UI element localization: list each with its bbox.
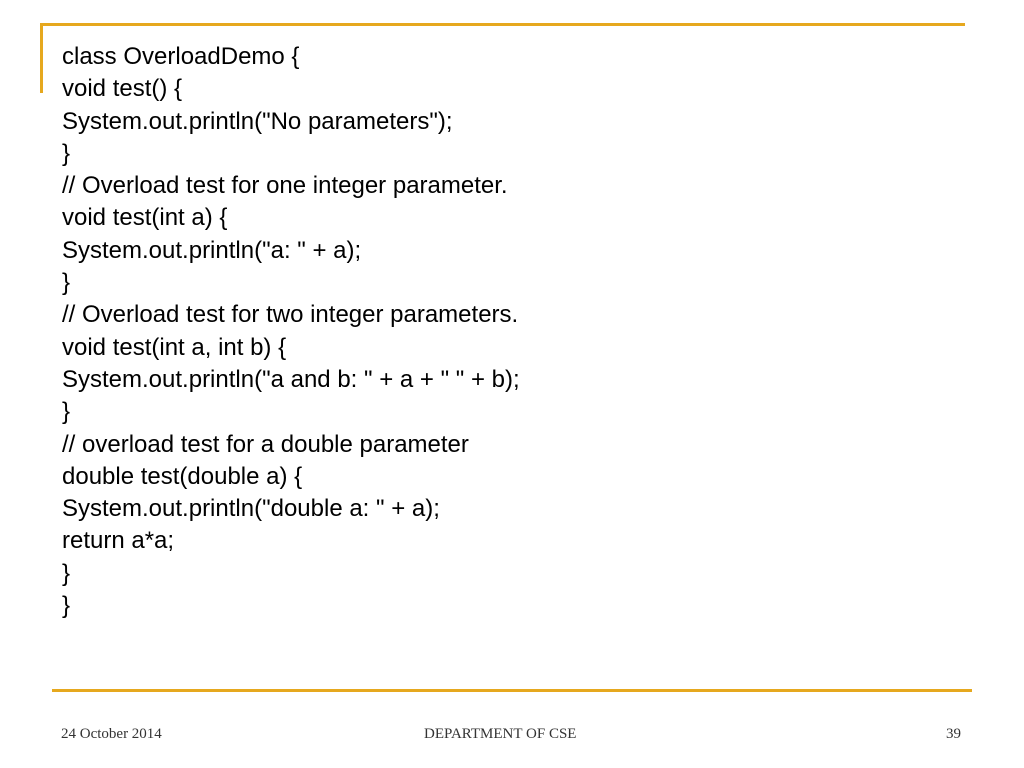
code-line: System.out.println("a: " + a); — [62, 236, 362, 264]
code-line: void test(int a, int b) { — [62, 333, 287, 361]
left-accent-line — [40, 23, 43, 93]
code-line: } — [62, 398, 71, 426]
code-line: double test(double a) { — [62, 462, 303, 490]
top-accent-line — [40, 23, 965, 26]
footer-date: 24 October 2014 — [61, 726, 162, 742]
code-line: class OverloadDemo { — [62, 43, 300, 70]
code-line: } — [62, 139, 71, 167]
page-number: 39 — [946, 726, 961, 742]
code-line: // Overload test for two integer parameters. — [62, 301, 519, 329]
footer-divider — [52, 689, 972, 692]
code-line: void test() { — [62, 75, 183, 103]
code-line: // overload test for a double parameter — [62, 430, 469, 458]
code-line: return a*a; — [62, 527, 175, 555]
code-line: System.out.println("a and b: " + a + " " + b); — [62, 365, 520, 393]
code-line: // Overload test for one integer parameter. — [62, 172, 508, 200]
code-line: void test(int a) { — [62, 204, 228, 232]
code-line: System.out.println("double a: " + a); — [62, 495, 440, 523]
code-line: } — [62, 269, 71, 297]
code-line: } — [62, 592, 71, 620]
code-line: System.out.println("No parameters"); — [62, 107, 453, 135]
footer-department: DEPARTMENT OF CSE — [424, 726, 577, 742]
code-line: } — [62, 559, 71, 587]
code-listing — [62, 41, 962, 622]
